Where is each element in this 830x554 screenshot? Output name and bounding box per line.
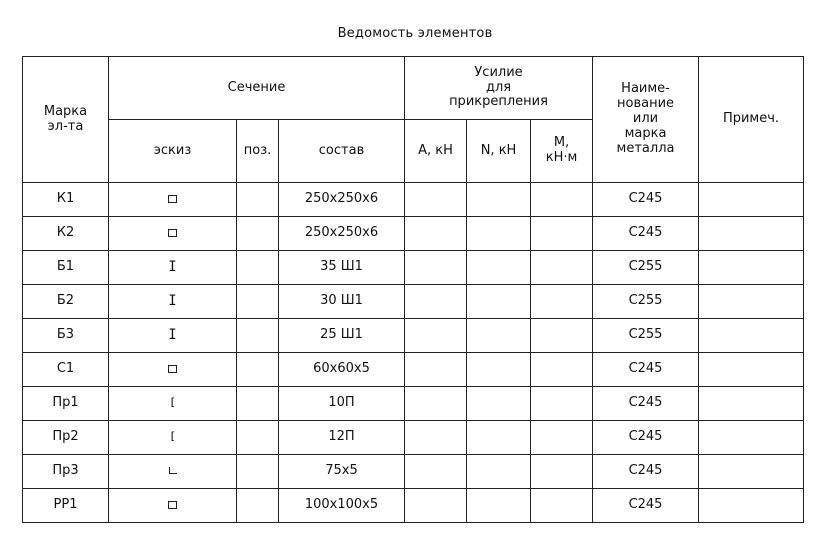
header-a: А, кН (405, 120, 467, 183)
cell-pos (237, 285, 279, 319)
cell-metal: С245 (593, 387, 699, 421)
i-beam-icon: I (168, 293, 177, 310)
cell-metal: С245 (593, 217, 699, 251)
table-body (23, 183, 804, 523)
cell-sketch (109, 319, 237, 353)
cell-metal: С255 (593, 285, 699, 319)
cell-pos (237, 319, 279, 353)
cell-metal: С255 (593, 251, 699, 285)
cell-n (467, 489, 531, 523)
square-tube-icon (168, 365, 177, 373)
cell-composition: 75х5 (279, 455, 405, 489)
table-row (23, 183, 804, 217)
cell-n (467, 353, 531, 387)
cell-note (699, 489, 804, 523)
cell-note (699, 421, 804, 455)
table-row (23, 421, 804, 455)
cell-pos (237, 217, 279, 251)
cell-n (467, 217, 531, 251)
cell-metal: С245 (593, 421, 699, 455)
document-title: Ведомость элементов (337, 26, 493, 41)
cell-pos (237, 455, 279, 489)
header-section: Сечение (109, 57, 405, 120)
cell-pos (237, 489, 279, 523)
cell-note (699, 353, 804, 387)
cell-metal: С245 (593, 489, 699, 523)
cell-sketch (109, 455, 237, 489)
header-mark: Марка эл-та (23, 57, 109, 183)
cell-composition: 250х250х6 (279, 183, 405, 217)
header-note: Примеч. (699, 57, 804, 183)
cell-composition: 12П (279, 421, 405, 455)
cell-m (531, 489, 593, 523)
cell-m (531, 251, 593, 285)
table-row (23, 285, 804, 319)
cell-sketch (109, 353, 237, 387)
square-tube-icon (168, 229, 177, 237)
cell-mark: С1 (23, 353, 109, 387)
header-m: М, кН·м (531, 120, 593, 183)
cell-n (467, 251, 531, 285)
elements-table (22, 56, 804, 523)
cell-a (405, 489, 467, 523)
cell-metal: С255 (593, 319, 699, 353)
cell-note (699, 183, 804, 217)
cell-pos (237, 353, 279, 387)
cell-mark: Пр2 (23, 421, 109, 455)
cell-a (405, 285, 467, 319)
cell-note (699, 319, 804, 353)
cell-mark: Пр3 (23, 455, 109, 489)
table-row (23, 251, 804, 285)
cell-m (531, 387, 593, 421)
cell-composition: 10П (279, 387, 405, 421)
cell-pos (237, 387, 279, 421)
cell-note (699, 285, 804, 319)
cell-m (531, 421, 593, 455)
square-tube-icon (168, 501, 177, 509)
cell-m (531, 183, 593, 217)
cell-metal: С245 (593, 353, 699, 387)
cell-sketch (109, 251, 237, 285)
cell-pos (237, 183, 279, 217)
header-composition: состав (279, 120, 405, 183)
cell-n (467, 387, 531, 421)
cell-mark: Б1 (23, 251, 109, 285)
cell-mark: Пр1 (23, 387, 109, 421)
cell-m (531, 217, 593, 251)
cell-composition: 25 Ш1 (279, 319, 405, 353)
table-row (23, 217, 804, 251)
cell-sketch (109, 489, 237, 523)
cell-metal: С245 (593, 455, 699, 489)
cell-note (699, 217, 804, 251)
cell-a (405, 217, 467, 251)
table-row (23, 319, 804, 353)
cell-m (531, 319, 593, 353)
cell-sketch (109, 387, 237, 421)
cell-sketch (109, 285, 237, 319)
cell-composition: 250х250х6 (279, 217, 405, 251)
cell-sketch (109, 217, 237, 251)
cell-sketch (109, 421, 237, 455)
header-force: Усилие для прикрепления (405, 57, 593, 120)
cell-a (405, 455, 467, 489)
cell-composition: 100х100х5 (279, 489, 405, 523)
cell-metal: С245 (593, 183, 699, 217)
cell-a (405, 251, 467, 285)
table-row (23, 353, 804, 387)
angle-icon (169, 467, 177, 474)
cell-n (467, 183, 531, 217)
cell-note (699, 387, 804, 421)
i-beam-icon: I (168, 259, 177, 276)
cell-m (531, 455, 593, 489)
cell-note (699, 251, 804, 285)
cell-a (405, 387, 467, 421)
cell-a (405, 353, 467, 387)
cell-mark: К2 (23, 217, 109, 251)
cell-composition: 60х60х5 (279, 353, 405, 387)
cell-m (531, 285, 593, 319)
cell-a (405, 319, 467, 353)
cell-mark: К1 (23, 183, 109, 217)
channel-icon: [ (168, 395, 177, 409)
header-sketch: эскиз (109, 120, 237, 183)
cell-composition: 30 Ш1 (279, 285, 405, 319)
cell-a (405, 183, 467, 217)
cell-note (699, 455, 804, 489)
cell-n (467, 455, 531, 489)
table-row (23, 455, 804, 489)
i-beam-icon: I (168, 327, 177, 344)
header-n: N, кН (467, 120, 531, 183)
cell-n (467, 421, 531, 455)
header-pos: поз. (237, 120, 279, 183)
cell-composition: 35 Ш1 (279, 251, 405, 285)
cell-mark: РР1 (23, 489, 109, 523)
cell-m (531, 353, 593, 387)
cell-pos (237, 251, 279, 285)
cell-n (467, 285, 531, 319)
table-row (23, 489, 804, 523)
table-row (23, 387, 804, 421)
cell-sketch (109, 183, 237, 217)
cell-mark: Б3 (23, 319, 109, 353)
cell-mark: Б2 (23, 285, 109, 319)
square-tube-icon (168, 195, 177, 203)
header-metal: Наиме- нование или марка металла (593, 57, 699, 183)
channel-icon: [ (168, 429, 177, 443)
cell-n (467, 319, 531, 353)
cell-a (405, 421, 467, 455)
cell-pos (237, 421, 279, 455)
